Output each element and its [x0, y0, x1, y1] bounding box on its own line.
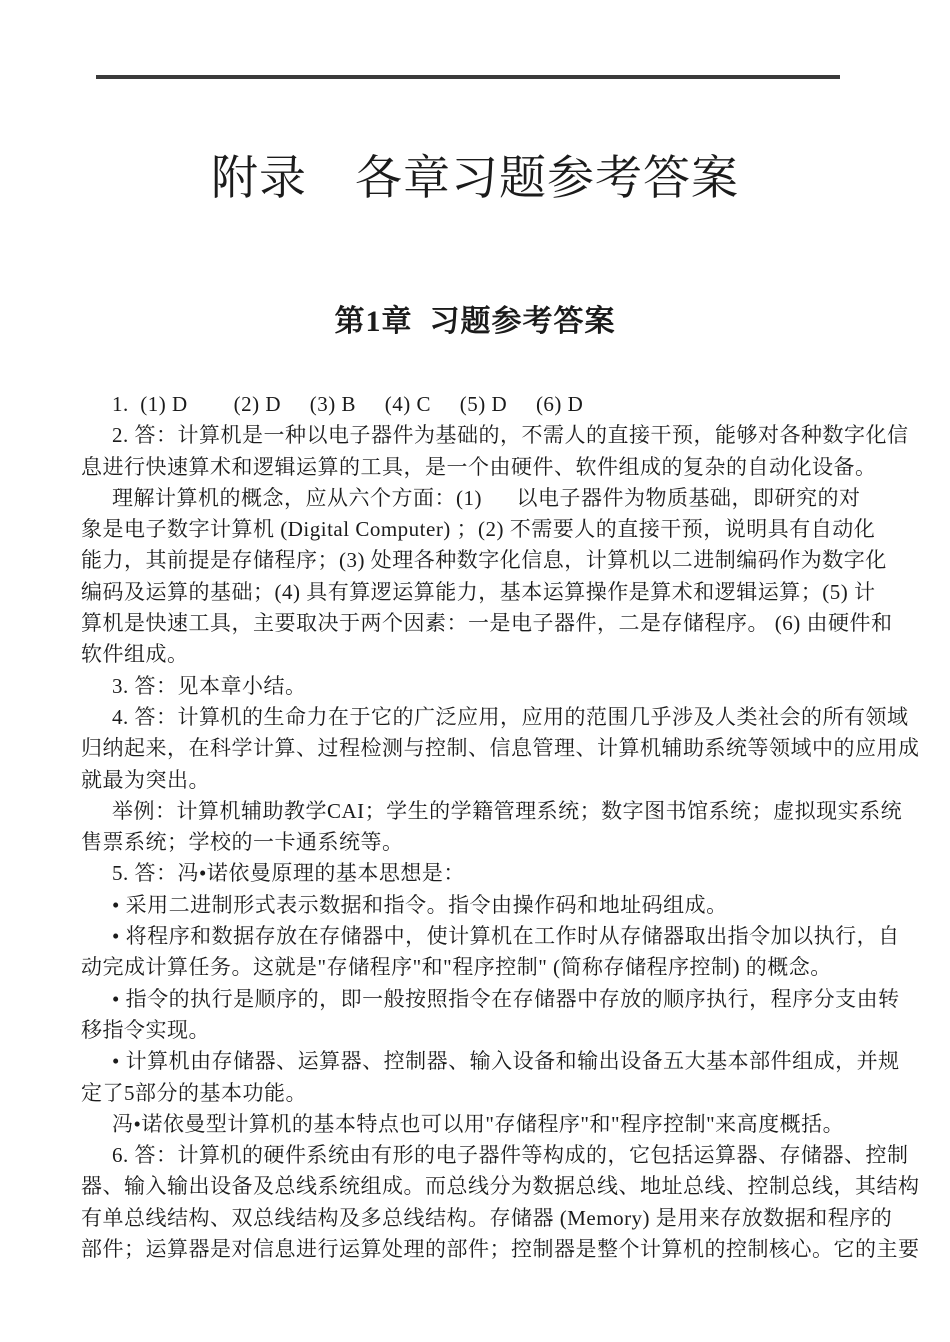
text-line: 器、输入输出设备及总线系统组成。而总线分为数据总线、地址总线、控制总线，其结构 — [81, 1174, 920, 1199]
text-line: 1. (1) D (2) D (3) B (4) C (5) D (6) D — [112, 392, 584, 416]
text-line: 移指令实现。 — [81, 1017, 210, 1042]
text-line: 理解计算机的概念，应从六个方面：(1) 以电子器件为物质基础，即研究的对 — [112, 485, 861, 510]
text-line: 定了5部分的基本功能。 — [81, 1080, 307, 1105]
text-line: 部件；运算器是对信息进行运算处理的部件；控制器是整个计算机的控制核心。它的主要 — [81, 1237, 920, 1262]
text-line: 6. 答：计算机的硬件系统由有形的电子器件等构成的，它包括运算器、存储器、控制 — [112, 1143, 909, 1168]
text-line: 软件组成。 — [81, 642, 189, 667]
text-line: 就最为突出。 — [81, 767, 210, 792]
text-line: 有单总线结构、双总线结构及多总线结构。存储器 (Memory) 是用来存放数据和程序的 — [81, 1205, 893, 1230]
answer-text-block — [81, 389, 920, 1265]
text-line: • 计算机由存储器、运算器、控制器、输入设备和输出设备五大基本部件组成，并规 — [112, 1049, 900, 1074]
document-title: 附录 各章习题参考答案 — [211, 153, 739, 205]
text-line: • 指令的执行是顺序的，即一般按照指令在存储器中存放的顺序执行，程序分支由转 — [112, 986, 900, 1011]
text-line: 编码及运算的基础；(4) 具有算逻运算能力，基本运算操作是算术和逻辑运算；(5) 计 — [81, 579, 876, 604]
text-line: 4. 答：计算机的生命力在于它的广泛应用，应用的范围几乎涉及人类社会的所有领域 — [112, 704, 909, 729]
header-rule — [96, 75, 840, 79]
text-line: 算机是快速工具，主要取决于两个因素：一是电子器件，二是存储程序。 (6) 由硬件和 — [81, 611, 893, 636]
text-line: 举例：计算机辅助教学CAI；学生的学籍管理系统；数字图书馆系统；虚拟现实系统 — [112, 798, 903, 823]
text-line: 售票系统；学校的一卡通系统等。 — [81, 830, 404, 855]
text-line: • 采用二进制形式表示数据和指令。指令由操作码和地址码组成。 — [112, 892, 728, 917]
text-line: 息进行快速算术和逻辑运算的工具，是一个由硬件、软件组成的复杂的自动化设备。 — [81, 454, 877, 479]
text-line: 冯•诺依曼型计算机的基本特点也可以用"存储程序"和"程序控制"来高度概括。 — [112, 1111, 845, 1136]
text-line: 2. 答：计算机是一种以电子器件为基础的，不需人的直接干预，能够对各种数字化信 — [112, 423, 909, 448]
text-line: 5. 答：冯•诺依曼原理的基本思想是： — [112, 861, 465, 886]
text-line: 象是电子数字计算机 (Digital Computer) ；(2) 不需要人的直接干预，说明具有自动化 — [81, 517, 876, 542]
text-line: 3. 答：见本章小结。 — [112, 673, 307, 698]
text-line: 归纳起来，在科学计算、过程检测与控制、信息管理、计算机辅助系统等领域中的应用成 — [81, 736, 920, 761]
text-line: 能力，其前提是存储程序；(3) 处理各种数字化信息，计算机以二进制编码作为数字化 — [81, 548, 887, 573]
text-line: • 将程序和数据存放在存储器中，使计算机在工作时从存储器取出指令加以执行，自 — [112, 924, 900, 949]
text-line: 动完成计算任务。这就是"存储程序"和"程序控制" (简称存储程序控制) 的概念。 — [81, 955, 832, 980]
chapter-heading: 第1章 习题参考答案 — [334, 305, 616, 338]
